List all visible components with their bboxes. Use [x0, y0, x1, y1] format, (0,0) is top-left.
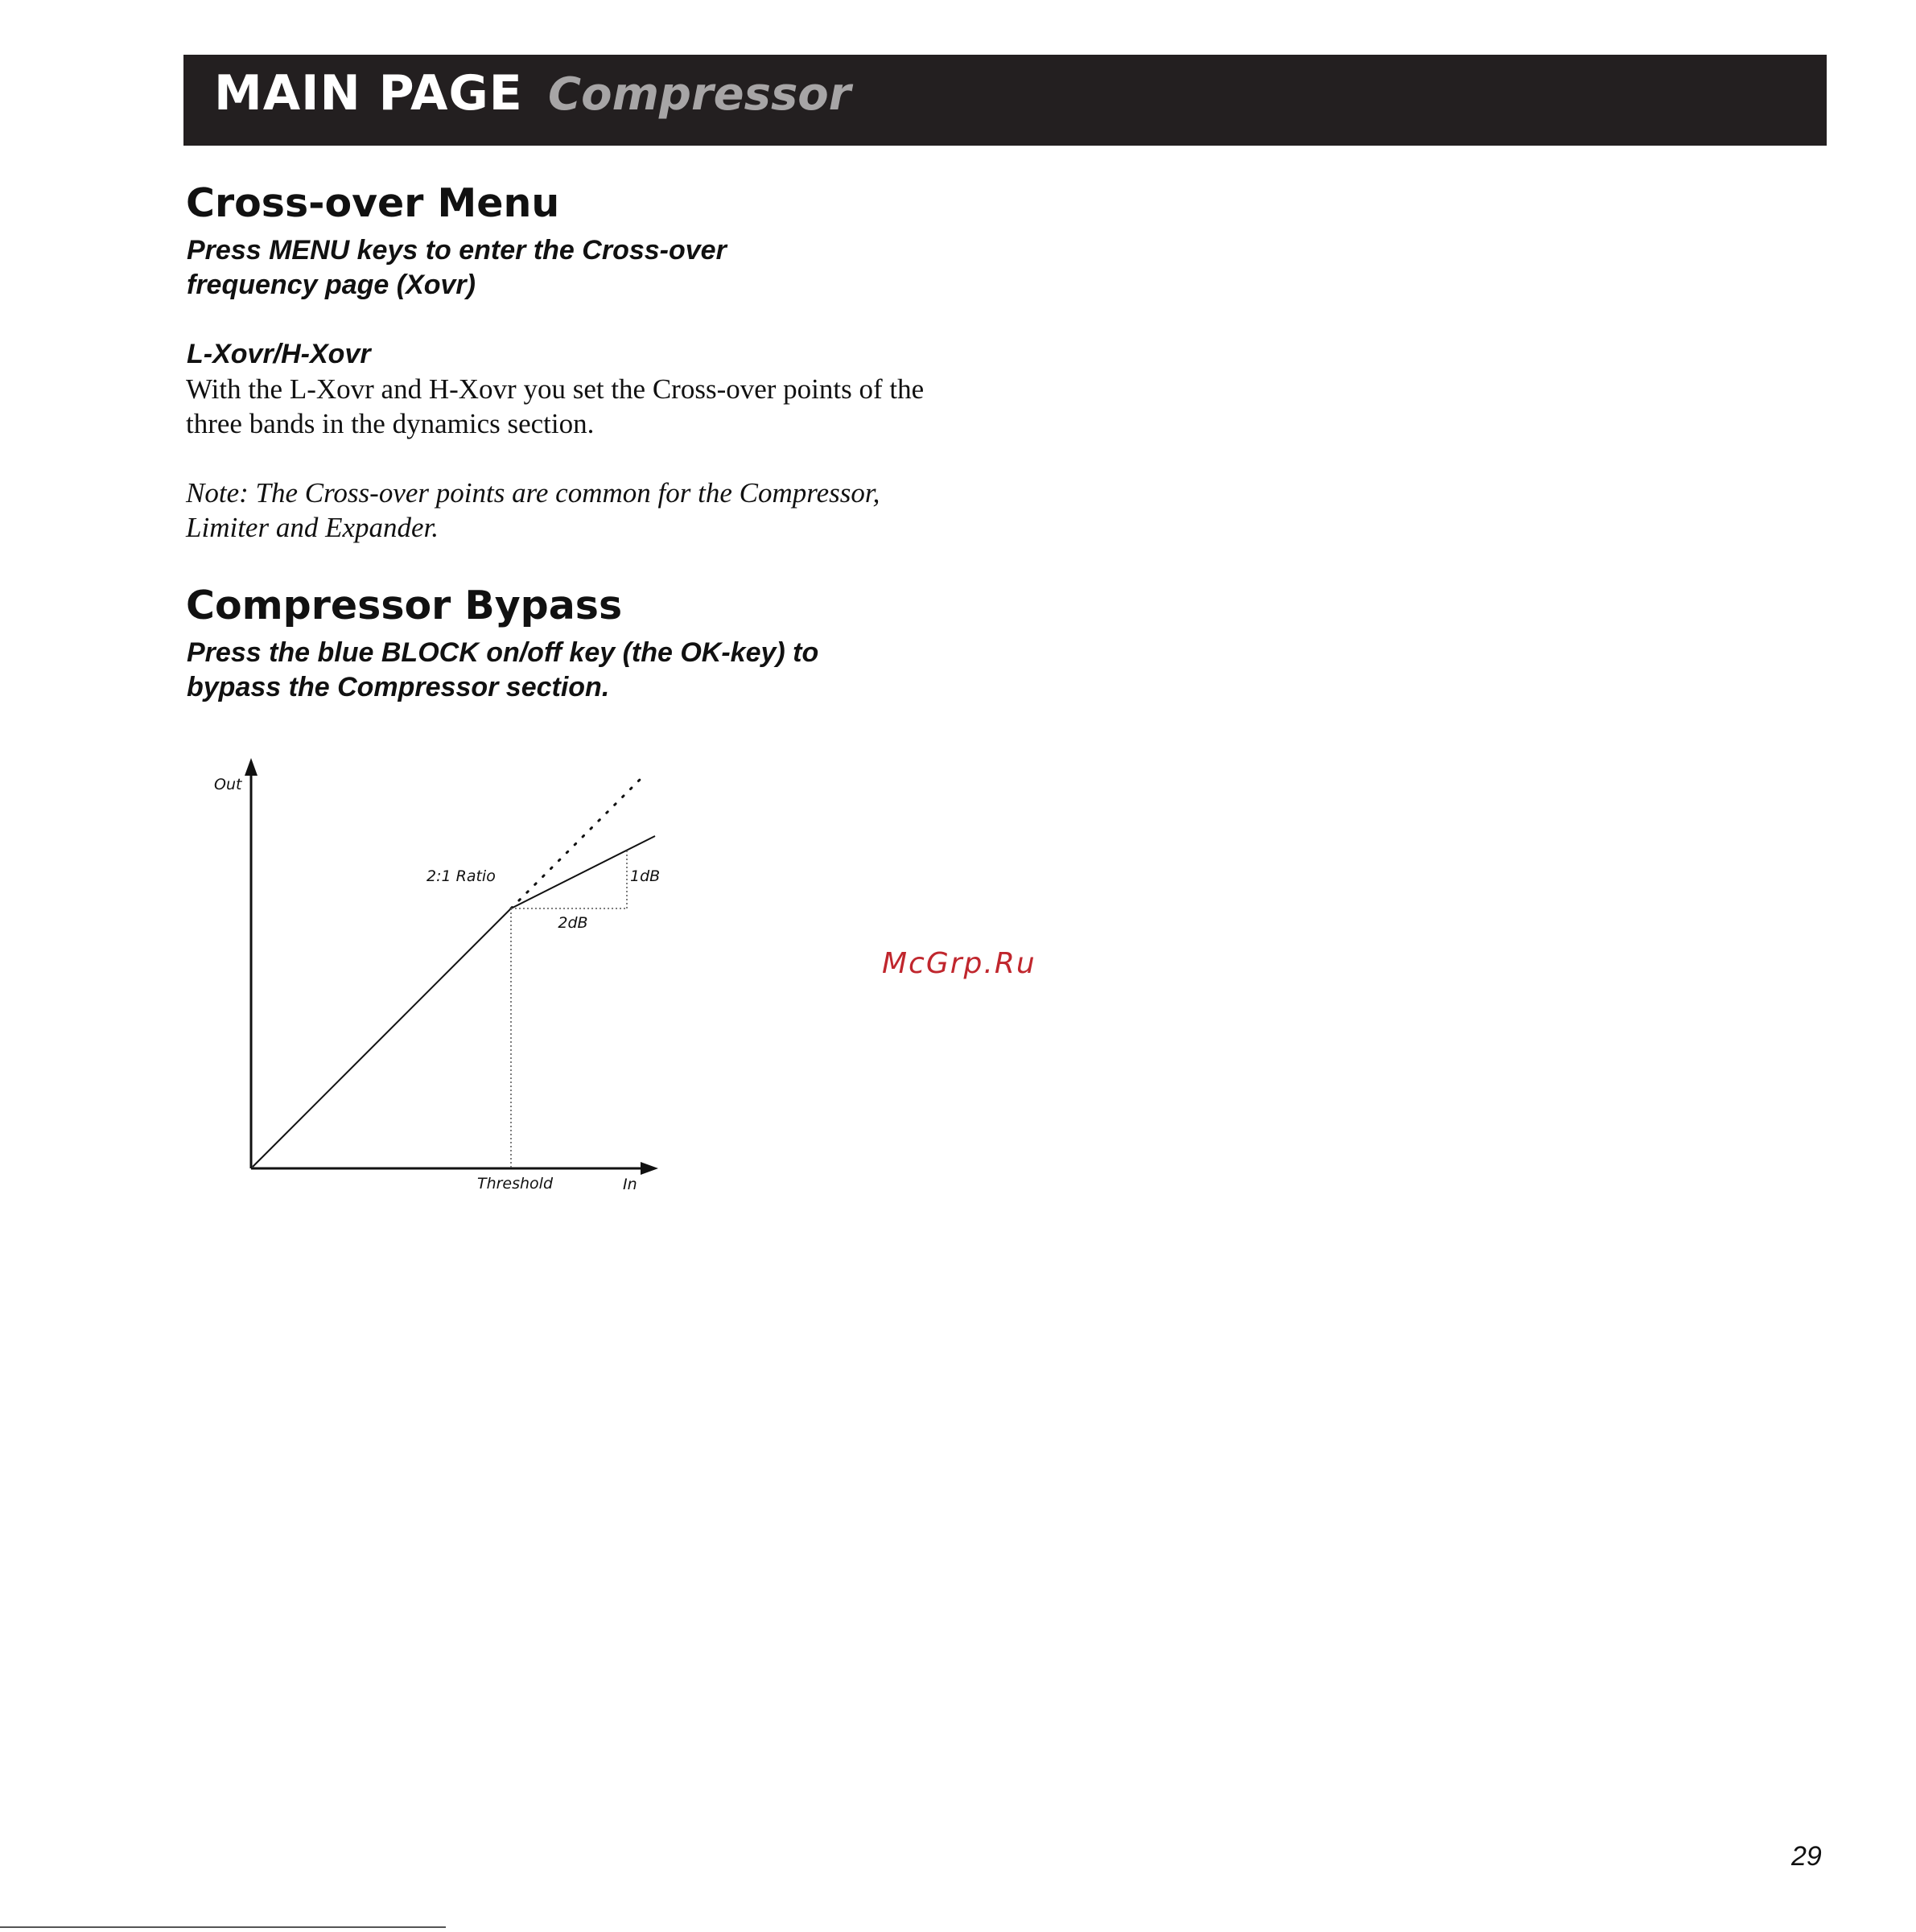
compression-ratio-diagram [193, 748, 676, 1199]
threshold-label: Threshold [476, 1175, 554, 1193]
watermark: McGrp.Ru [882, 947, 1036, 980]
crossover-lead [187, 233, 727, 303]
x-axis-arrow [641, 1162, 658, 1175]
xovr-body-line-2: three bands in the dynamics section. [186, 408, 595, 439]
ratio-label: 2:1 Ratio [426, 867, 496, 885]
crossover-lead-line-2: frequency page (Xovr) [187, 270, 476, 300]
page-header-bar [183, 55, 1827, 146]
rise-label: 1dB [630, 867, 661, 885]
footer-rule [0, 1926, 446, 1928]
xovr-body [186, 372, 924, 441]
crossover-note [186, 476, 880, 545]
crossover-lead-line-1: Press MENU keys to enter the Cross-over [187, 235, 727, 266]
run-label: 2dB [558, 914, 588, 932]
header-title: MAIN PAGE [214, 65, 523, 122]
xovr-body-line-1: With the L-Xovr and H-Xovr you set the Cross-over points of the [186, 373, 925, 405]
bypass-heading: Compressor Bypass [186, 583, 623, 628]
bypass-lead [187, 636, 818, 705]
bypass-lead-line-2: bypass the Compressor section. [187, 672, 610, 702]
crossover-heading: Cross-over Menu [186, 180, 560, 226]
y-axis-label: Out [214, 776, 242, 793]
crossover-note-line-2: Limiter and Expander. [186, 512, 439, 543]
uncompressed-dotted-line [511, 773, 646, 908]
x-axis-label: In [623, 1176, 637, 1193]
crossover-note-line-1: Note: The Cross-over points are common for the Compressor, [186, 477, 880, 509]
y-axis-arrow [245, 758, 258, 776]
xovr-subheading: L-Xovr/H-Xovr [187, 339, 371, 369]
bypass-lead-line-1: Press the blue BLOCK on/off key (the OK-key) to [187, 637, 819, 668]
page-number: 29 [1791, 1841, 1822, 1872]
unity-gain-line [253, 908, 511, 1167]
header-subtitle: Compressor [548, 68, 851, 121]
